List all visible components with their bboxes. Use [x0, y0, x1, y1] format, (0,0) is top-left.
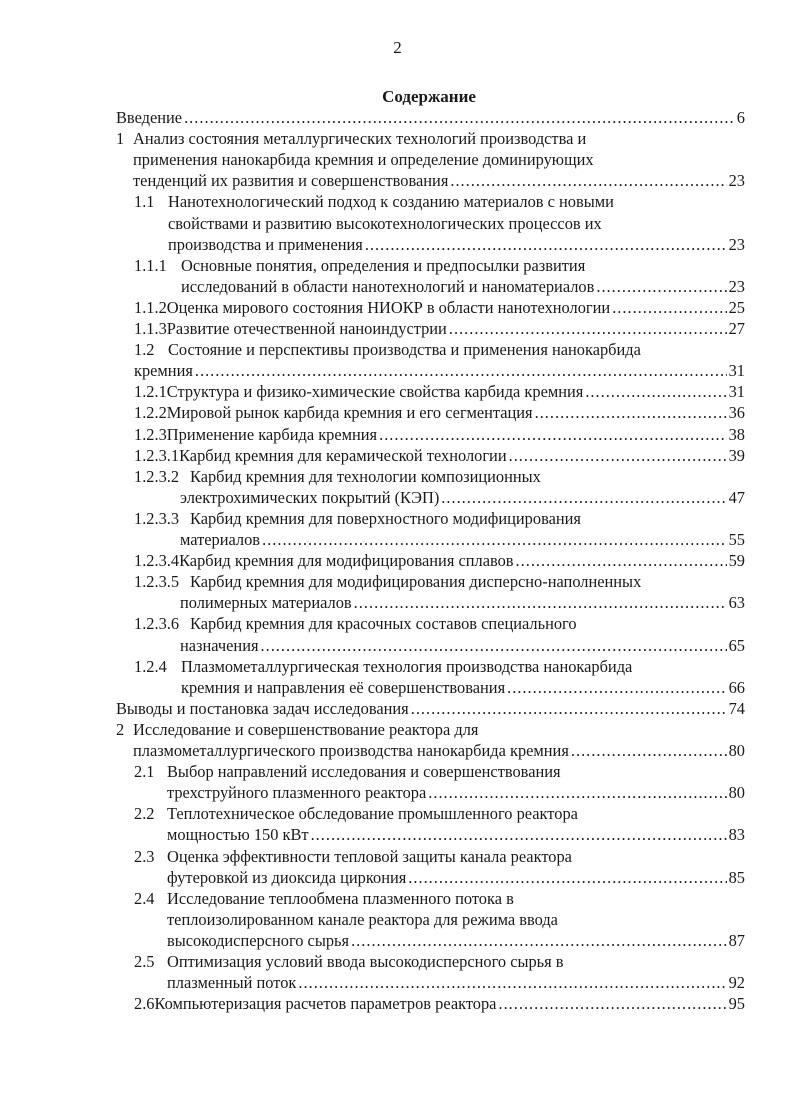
dot-leader [365, 234, 727, 256]
toc-entry-s2-3-line-2 [167, 867, 745, 889]
toc-entry-s1-2-2 [134, 402, 745, 424]
dot-leader [449, 318, 727, 340]
toc-entry-s1-2-3-2-line-2 [180, 487, 745, 509]
toc-entry-number: 1.2.1 [134, 382, 167, 402]
toc-page-number: 36 [728, 403, 745, 423]
dot-leader [516, 550, 727, 572]
toc-entry-s1-1-line-2 [168, 213, 602, 235]
toc-page-number: 6 [736, 108, 745, 127]
toc-page-number: 23 [728, 234, 745, 254]
toc-entry-title: Основные понятия, определения и предпосылки развития [181, 255, 586, 275]
toc-entry-number: 1.2.2 [134, 403, 167, 423]
toc-entry-s1-2-3-5-line-2 [180, 592, 745, 614]
toc-entry-number: 1.1 [134, 192, 155, 212]
toc-entry-s1-2-3-2-line-1 [134, 466, 541, 488]
toc-entry-s1-2-3-1 [134, 445, 745, 467]
toc-entry-s1-2-3-3-line-1 [134, 508, 581, 530]
toc-entry-title: Плазмометаллургическая технология производства нанокарбида [181, 656, 633, 676]
toc-entry-s2-1-line-1 [134, 761, 561, 783]
dot-leader [411, 698, 727, 720]
toc-entry-number: 1.2.3.5 [134, 572, 180, 592]
toc-entry-number: 1.1.1 [134, 255, 167, 275]
toc-entry-s1-2-4-line-1 [134, 656, 632, 678]
toc-page-number: 27 [728, 319, 745, 338]
toc-page-number: 39 [728, 445, 745, 465]
toc-entry-title: назначения [180, 635, 259, 655]
toc-page-number: 63 [728, 593, 745, 613]
dot-leader [596, 276, 726, 298]
toc-entry-title: применения нанокарбида кремния и определение доминирующих [133, 150, 594, 170]
toc-page-number: 74 [728, 698, 745, 718]
toc-entry-title: Применение карбида кремния [166, 424, 378, 444]
toc-entry-title: свойствами и развитию высокотехнологических процессов их [168, 213, 602, 233]
toc-entry-number: 2.6 [134, 994, 155, 1014]
toc-entry-title: плазмометаллургического производства нанокарбида кремния [133, 741, 569, 760]
toc-entry-title: Карбид кремния для модифицирования дисперсно-наполненных [190, 572, 642, 592]
dot-leader [261, 635, 727, 657]
toc-entry-s2-5-line-2 [167, 972, 745, 994]
toc-entry-number: 2 [116, 719, 125, 739]
toc-entry-s1-1-2 [134, 297, 745, 319]
dot-leader [535, 402, 727, 424]
toc-entry-title: высокодисперсного сырья [167, 930, 350, 950]
toc-entry-s1-2-3-4 [134, 550, 745, 572]
toc-entry-title: Карбид кремния для поверхностного модифицирования [190, 508, 581, 528]
toc-entry-number: 1.2.3.1 [134, 445, 180, 465]
toc-page-number: 66 [728, 677, 745, 697]
toc-entry-s2-4-line-1 [134, 888, 514, 910]
toc-entry-title: Карбид кремния для модифицирования сплавов [179, 551, 514, 571]
toc-entry-s2-1-line-2 [167, 782, 745, 804]
toc-entry-number: 1.2.3.3 [134, 508, 180, 528]
toc-page-number: 87 [728, 930, 745, 950]
toc-entry-s2-2-line-2 [167, 824, 745, 846]
toc-entry-title: трехструйного плазменного реактора [167, 783, 427, 803]
toc-page-number: 31 [728, 361, 745, 381]
toc-entry-number: 2.5 [134, 952, 155, 971]
toc-page-number: 38 [728, 424, 745, 444]
toc-entry-title: кремния [134, 361, 193, 381]
toc-entry-s2-4-line-2 [167, 909, 558, 931]
page-number: 2 [393, 38, 402, 57]
dot-leader [509, 445, 727, 467]
toc-entry-title: плазменный поток [167, 973, 297, 993]
dot-leader [450, 170, 726, 192]
toc-entry-s2-6 [134, 993, 745, 1015]
toc-entry-title: Структура и физико-химические свойства карбида кремния [166, 382, 584, 402]
toc-entry-number: 2.4 [134, 888, 155, 908]
toc-entry-title: Компьютеризация расчетов параметров реактора [154, 994, 497, 1014]
toc-entry-number: 1.2.3.6 [134, 614, 180, 634]
toc-entry-title: Исследование теплообмена плазменного потока в [167, 888, 514, 908]
toc-entry-s1-1-1-line-2 [181, 276, 745, 298]
toc-entry-number: 1.2.3.2 [134, 466, 180, 486]
toc-page-number: 65 [728, 635, 745, 655]
toc-entry-s1-1-line-3 [168, 234, 745, 256]
toc-entry-title: Исследование и совершенствование реактора для [133, 719, 479, 739]
dot-leader [351, 930, 727, 952]
toc-entry-ch1-line-2 [133, 149, 594, 171]
toc-entry-number: 1 [116, 129, 125, 149]
toc-entry-number: 1.2.3.4 [134, 551, 180, 571]
dot-leader [195, 360, 727, 382]
toc-entry-title: Оптимизация условий ввода высокодисперсного сырья в [167, 952, 564, 971]
toc-page-number: 55 [728, 530, 745, 549]
toc-entry-title: Мировой рынок карбида кремния и его сегментация [166, 403, 533, 423]
toc-entry-s2-5-line-1 [134, 951, 564, 973]
toc-page-number: 47 [728, 487, 745, 507]
toc-entry-intro [116, 107, 745, 129]
dot-leader [354, 592, 727, 614]
toc-entry-title: Оценка мирового состояния НИОКР в области нанотехнологии [166, 297, 611, 317]
toc-page-number: 80 [728, 741, 745, 760]
toc-entry-s1-1-3 [134, 318, 745, 340]
toc-entry-title: Развитие отечественной наноиндустрии [166, 319, 447, 338]
toc-page-number: 80 [728, 783, 745, 803]
toc-entry-title: Состояние и перспективы производства и применения нанокарбида [168, 340, 641, 360]
toc-entry-s1-2-3-6-line-1 [134, 613, 577, 635]
toc-entry-s1-2-3-5-line-1 [134, 571, 641, 593]
toc-entry-title: электрохимических покрытий (КЭП) [180, 487, 440, 507]
dot-leader [379, 424, 727, 446]
toc-entry-title: Введение [116, 108, 183, 127]
toc-entry-title: Карбид кремния для керамической технологии [179, 445, 507, 465]
dot-leader [585, 381, 726, 403]
dot-leader [311, 824, 727, 846]
dot-leader [408, 867, 726, 889]
toc-entry-title: Нанотехнологический подход к созданию материалов с новыми [168, 192, 614, 212]
toc-entry-title: футеровкой из диоксида циркония [167, 867, 407, 887]
toc-entry-s2-2-line-1 [134, 803, 578, 825]
toc-title: Содержание [382, 87, 476, 106]
toc-entry-s1-1-line-1 [134, 191, 614, 213]
toc-entry-number: 2.1 [134, 762, 155, 782]
toc-entry-number: 1.2.4 [134, 656, 167, 676]
toc-entry-title: полимерных материалов [180, 593, 352, 613]
toc-entry-s1-2-3-3-line-2 [180, 529, 745, 551]
toc-page-number: 23 [728, 171, 745, 191]
toc-entry-title: Оценка эффективности тепловой защиты канала реактора [167, 846, 572, 866]
dot-leader [571, 740, 727, 762]
toc-entry-title: исследований в области нанотехнологий и наноматериалов [181, 276, 595, 296]
toc-entry-title: Теплотехническое обследование промышленного реактора [167, 804, 578, 824]
toc-entry-title: Выбор направлений исследования и совершенствования [167, 762, 561, 782]
toc-entry-title: производства и применения [168, 234, 363, 254]
toc-entry-number: 2.3 [134, 846, 155, 866]
toc-entry-title: Выводы и постановка задач исследования [116, 698, 409, 718]
toc-entry-title: тенденций их развития и совершенствования [133, 171, 449, 191]
toc-page-number: 83 [728, 825, 745, 845]
toc-entry-ch2-line-2 [133, 740, 745, 762]
toc-page-number: 92 [728, 973, 745, 993]
toc-page-number: 85 [728, 867, 745, 887]
toc-page-number: 23 [728, 276, 745, 296]
dot-leader [507, 677, 726, 699]
toc-entry-s1-2-3 [134, 424, 745, 446]
toc-entry-s1-2-3-6-line-2 [180, 635, 745, 657]
toc-entry-number: 1.2 [134, 340, 155, 360]
toc-entry-number: 1.2.3 [134, 424, 167, 444]
toc-entry-title: Карбид кремния для технологии композиционных [190, 466, 541, 486]
dot-leader [612, 297, 726, 319]
toc-page-number: 95 [728, 994, 745, 1014]
toc-entry-s1-1-1-line-1 [134, 255, 585, 277]
dot-leader [498, 993, 726, 1015]
dot-leader [262, 529, 727, 551]
toc-entry-title: кремния и направления её совершенствования [181, 677, 506, 697]
toc-page-number: 31 [728, 382, 745, 402]
toc-entry-number: 1.1.3 [134, 319, 167, 338]
dot-leader [441, 487, 726, 509]
toc-entry-ch1-line-3 [133, 170, 745, 192]
toc-page-number: 25 [728, 297, 745, 317]
toc-entry-title: мощностью 150 кВт [167, 825, 309, 845]
toc-entry-ch1-line-1 [116, 128, 586, 150]
toc-entry-title: Анализ состояния металлургических технологий производства и [133, 129, 587, 149]
toc-entry-number: 1.1.2 [134, 297, 167, 317]
toc-page-number: 59 [728, 551, 745, 571]
dot-leader [184, 107, 735, 129]
toc-entry-s1-2-4-line-2 [181, 677, 745, 699]
toc-entry-title: материалов [180, 530, 261, 549]
toc-entry-s1-2-1 [134, 381, 745, 403]
toc-entry-s2-3-line-1 [134, 846, 572, 868]
dot-leader [298, 972, 726, 994]
toc-entry-conclusions [116, 698, 745, 720]
toc-entry-s1-2-line-1 [134, 339, 641, 361]
toc-entry-title: Карбид кремния для красочных составов специального [190, 614, 577, 634]
toc-entry-ch2-line-1 [116, 719, 478, 741]
toc-entry-s1-2-line-2 [134, 360, 745, 382]
toc-entry-title: теплоизолированном канале реактора для режима ввода [167, 909, 558, 929]
toc-entry-s2-4-line-3 [167, 930, 745, 952]
toc-entry-number: 2.2 [134, 804, 155, 824]
dot-leader [428, 782, 726, 804]
